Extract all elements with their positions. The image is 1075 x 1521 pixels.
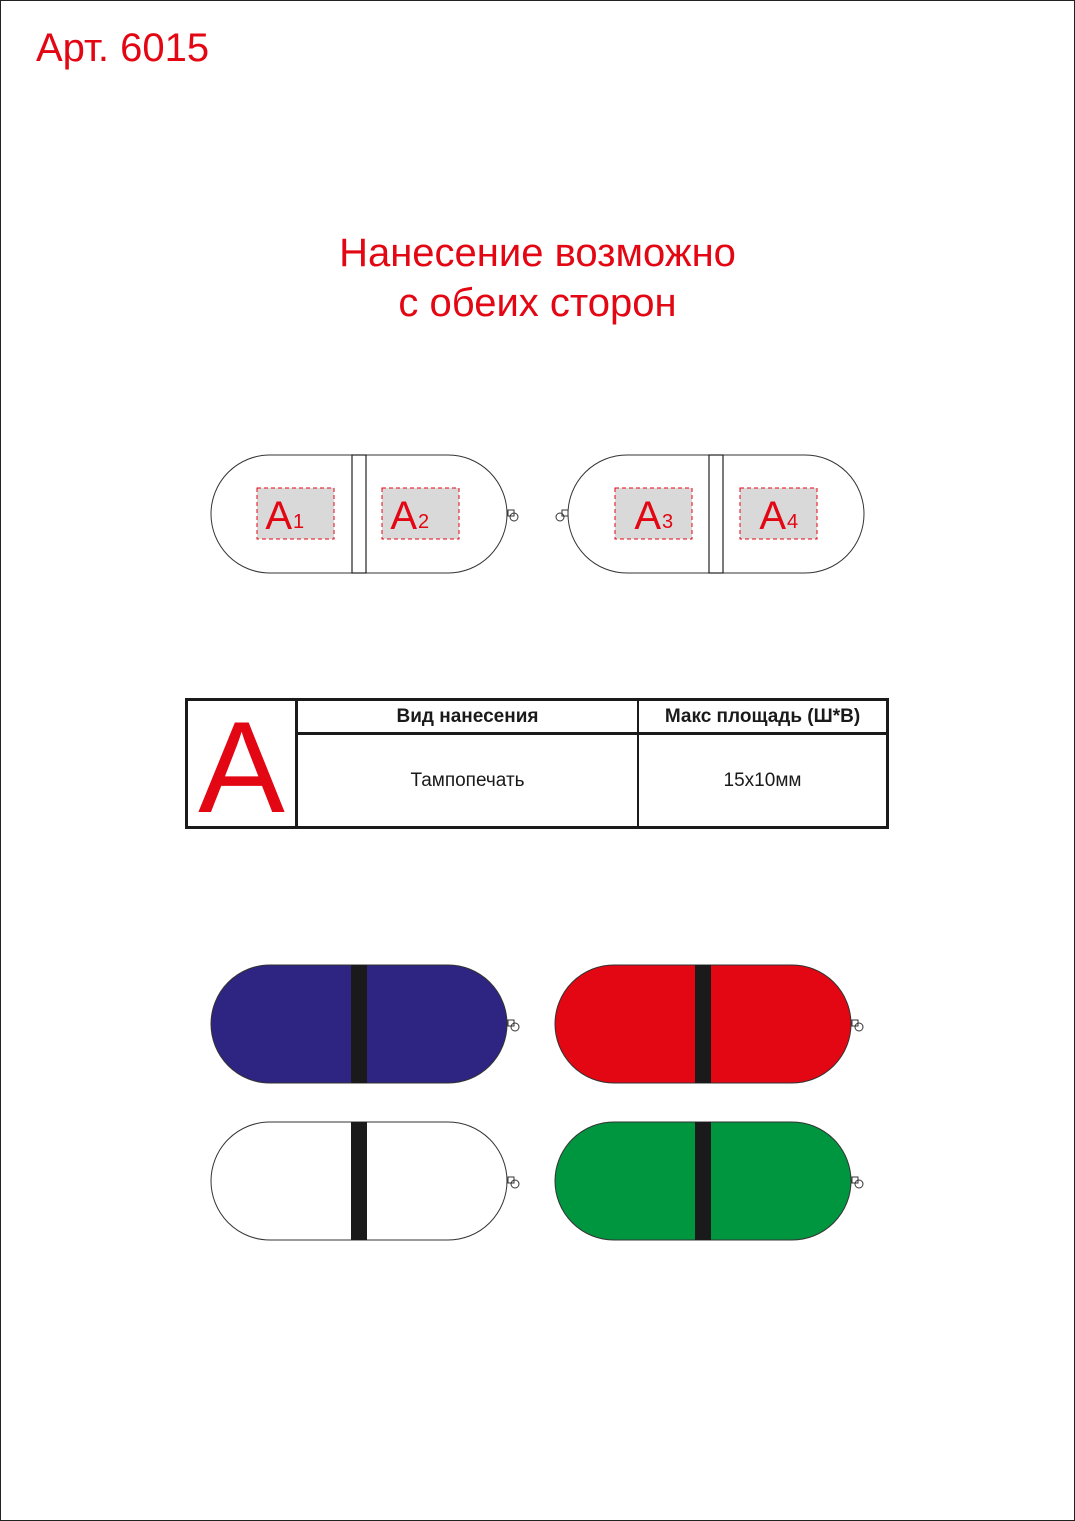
zone-letter: A	[390, 494, 417, 538]
keyring-icon	[556, 510, 568, 521]
cell-max-area: 15х10мм	[723, 769, 802, 791]
print-zone-a4	[740, 488, 817, 539]
print-zone-a3	[615, 488, 692, 539]
print-zone-a1	[257, 488, 334, 539]
cell-method: Тампопечать	[298, 735, 639, 826]
header-method: Вид нанесения	[298, 701, 639, 735]
print-zone-a2	[382, 488, 459, 539]
headline-line-1: Нанесение возможно	[339, 231, 736, 275]
zone-index: 1	[293, 511, 305, 533]
article-number: Арт. 6015	[36, 26, 210, 70]
zone-letter: A	[759, 494, 786, 538]
zone-index: 4	[787, 511, 799, 533]
capsule-right-side	[556, 455, 864, 573]
zone-letter: A	[634, 494, 661, 538]
keyring-icon	[508, 510, 518, 521]
zone-index: 3	[662, 511, 674, 533]
print-method-table	[185, 693, 889, 840]
zone-index: 2	[418, 511, 430, 533]
header-max-area: Макс площадь (Ш*В)	[639, 701, 886, 735]
print-area-diagram	[0, 0, 1075, 700]
zone-letter: A	[265, 494, 292, 538]
headline-line-2: с обеих сторон	[398, 281, 677, 325]
zone-letter-cell: A	[188, 701, 298, 826]
